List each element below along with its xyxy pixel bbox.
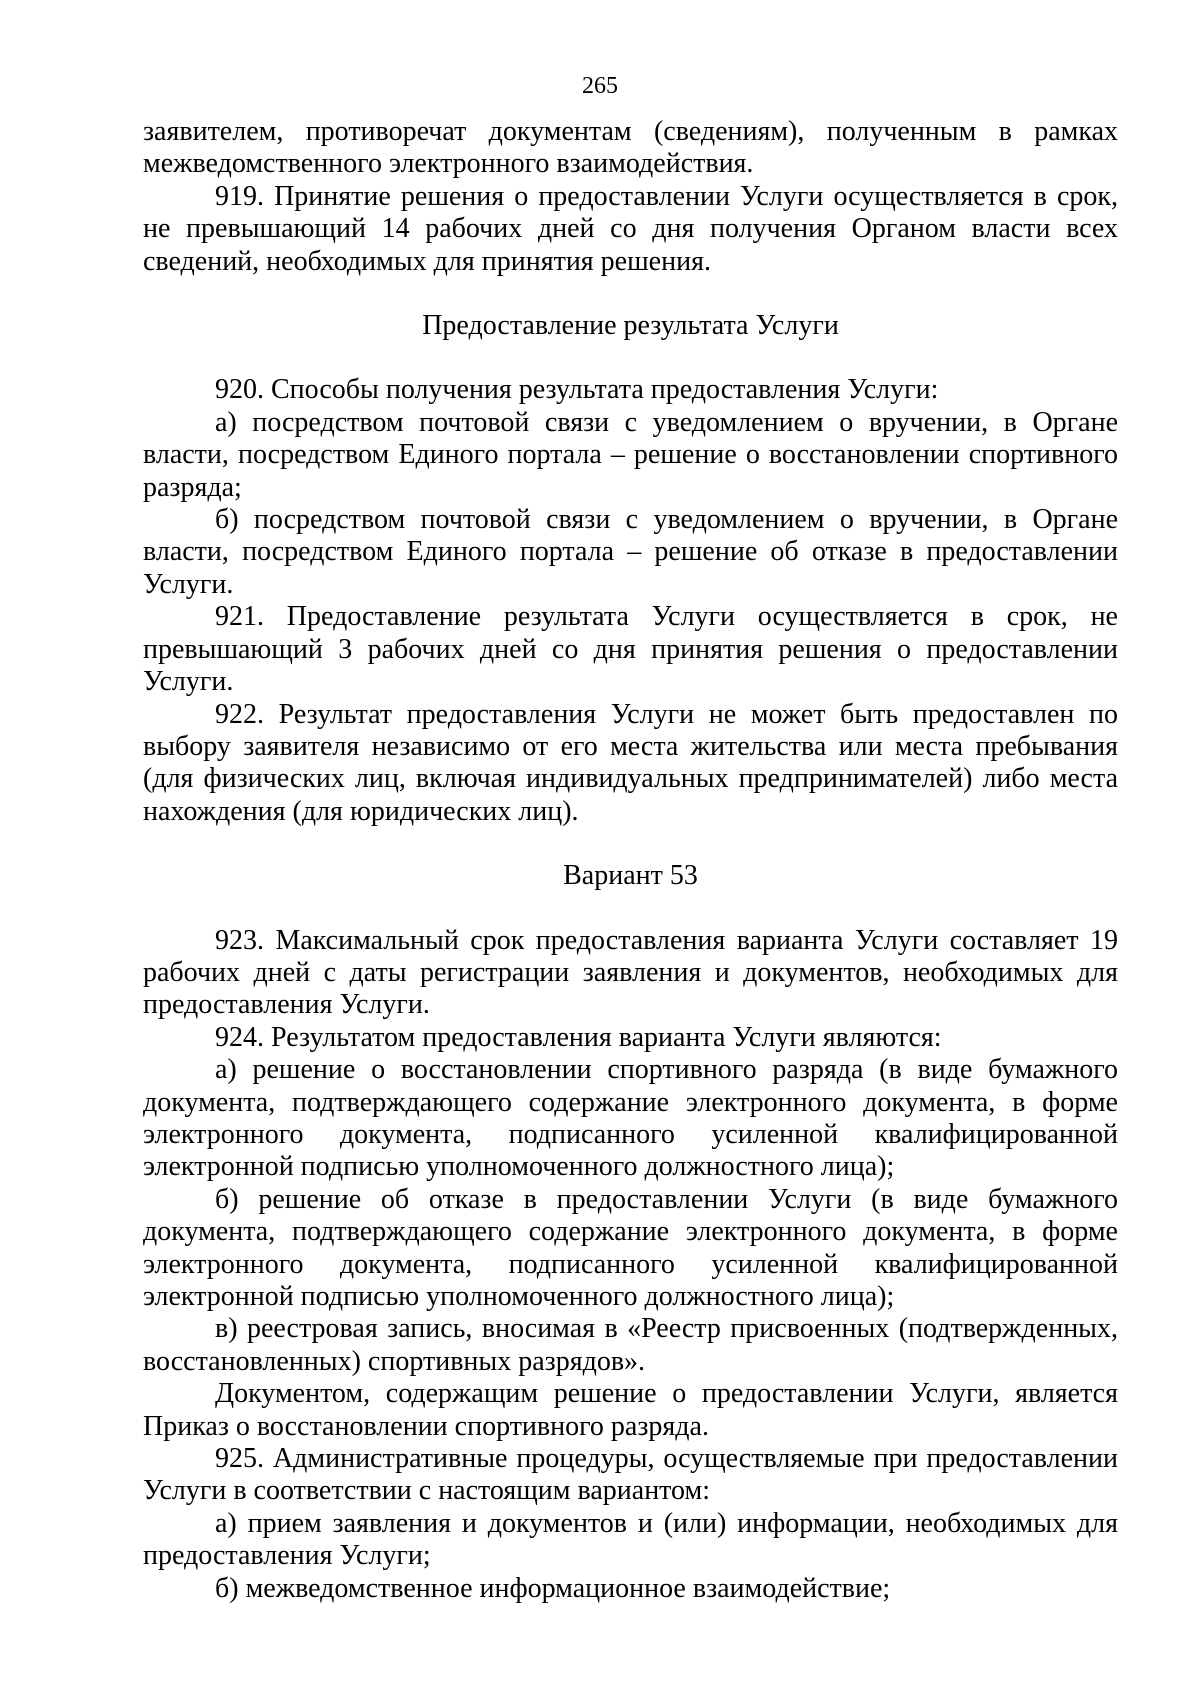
paragraph-924-b: б) решение об отказе в предоставлении Услуги (в виде бумажного документа, подтверждающего содержание электронного документа, в форме электронного документа, подписанного усиленной квалифицированной электронной подписью уполномоченного должностного лица); bbox=[143, 1183, 1118, 1312]
paragraph-decision-document: Документом, содержащим решение о предоставлении Услуги, является Приказ о восстановлении спортивного разряда. bbox=[143, 1378, 1118, 1442]
document-body bbox=[143, 116, 1118, 1605]
paragraph-922: 922. Результат предоставления Услуги не может быть предоставлен по выбору заявителя независимо от его места жительства или места пребывания (для физических лиц, включая индивидуальных предпринимателей) либо места нахождения (для юридических лиц). bbox=[143, 698, 1118, 827]
paragraph-925-a: а) прием заявления и документов и (или) информации, необходимых для предоставления Услуги; bbox=[143, 1507, 1118, 1572]
paragraph-920: 920. Способы получения результата предоставления Услуги: bbox=[215, 374, 939, 406]
paragraph-920-b: б) посредством почтовой связи с уведомлением о вручении, в Органе власти, посредством Единого портала – решение об отказе в предоставлении Услуги. bbox=[143, 504, 1118, 600]
paragraph-continuation: заявителем, противоречат документам (сведениям), полученным в рамках межведомственного электронного взаимодействия. bbox=[143, 116, 1118, 180]
paragraph-924-a: а) решение о восстановлении спортивного разряда (в виде бумажного документа, подтверждающего содержание электронного документа, в форме электронного документа, подписанного усиленной квалифицированной электронной подписью уполномоченного должностного лица); bbox=[143, 1054, 1118, 1183]
paragraph-924-v: в) реестровая запись, вносимая в «Реестр присвоенных (подтвержденных, восстановленных) спортивных разрядов». bbox=[143, 1313, 1118, 1377]
paragraph-919: 919. Принятие решения о предоставлении Услуги осуществляется в срок, не превышающий 14 рабочих дней со дня получения Органом власти всех сведений, необходимых для принятия решения. bbox=[143, 180, 1118, 277]
page-number: 265 bbox=[582, 73, 618, 99]
paragraph-921: 921. Предоставление результата Услуги осуществляется в срок, не превышающий 3 рабочих дней со дня принятия решения о предоставлении Услуги. bbox=[143, 601, 1118, 698]
paragraph-920-a: а) посредством почтовой связи с уведомлением о вручении, в Органе власти, посредством Единого портала – решение о восстановлении спортивного разряда; bbox=[143, 406, 1118, 503]
section-heading-variant-53: Вариант 53 bbox=[563, 860, 698, 892]
section-heading-result: Предоставление результата Услуги bbox=[422, 310, 839, 342]
paragraph-923: 923. Максимальный срок предоставления варианта Услуги составляет 19 рабочих дней с даты регистрации заявления и документов, необходимых для предоставления Услуги. bbox=[143, 924, 1118, 1021]
paragraph-925-b: б) межведомственное информационное взаимодействие; bbox=[215, 1572, 891, 1604]
paragraph-924: 924. Результатом предоставления варианта Услуги являются: bbox=[215, 1021, 942, 1053]
paragraph-925: 925. Административные процедуры, осуществляемые при предоставлении Услуги в соответствии с настоящим вариантом: bbox=[143, 1443, 1118, 1507]
